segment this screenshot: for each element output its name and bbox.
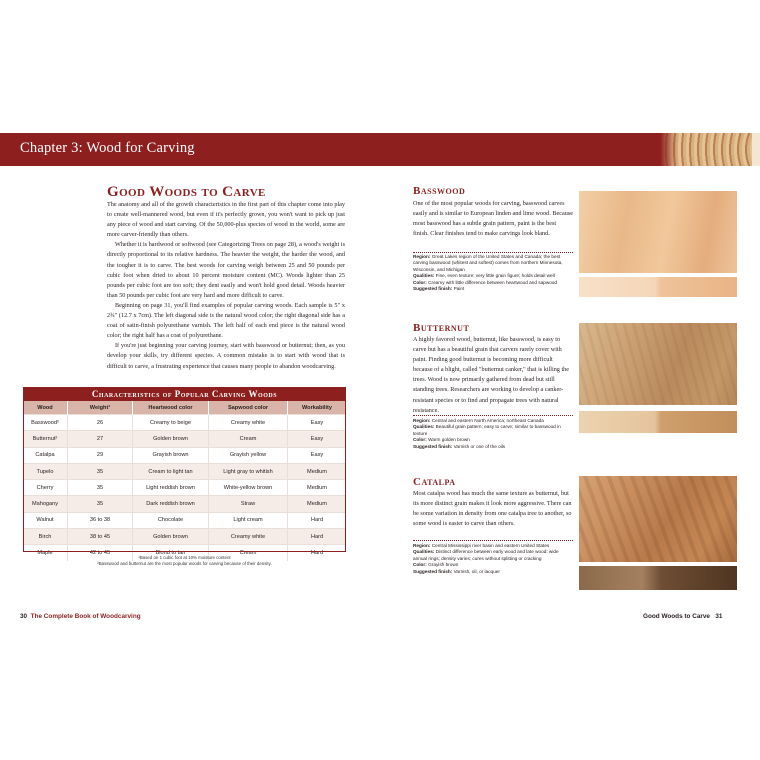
cell-wood: Butternut² — [23, 431, 68, 447]
catalpa-end-sample-image — [579, 566, 737, 590]
page-number-right: 31 — [715, 613, 723, 620]
species-info — [413, 254, 573, 292]
info-qualities: Beautiful grain pattern; easy to carve; similar to basswood in texture — [413, 424, 561, 436]
cell-wood: Basswood² — [23, 415, 68, 431]
cell-wood: Tupelo — [23, 463, 68, 479]
cell-workability: Hard — [288, 512, 347, 528]
cell-sapwood: White-yellow brown — [209, 480, 288, 496]
divider — [413, 540, 573, 541]
cell-weight: 27 — [68, 431, 133, 447]
cell-wood: Walnut — [23, 512, 68, 528]
chapter-title: Chapter 3: Wood for Carving — [20, 140, 195, 156]
butternut-sample-image — [579, 323, 737, 405]
info-label: Qualities: — [413, 273, 435, 279]
intro-paragraph: Beginning on page 31, you'll find examples of popular carving woods. Each sample is 5" x 2¾" (12.7 x 7cm). The left diagonal side is the natural wood color; the right diagonal side has a coat of satin-finish polyurethane varnish. The left half of each end piece is the natural wood color; the right half has a coat of polyurethane. — [107, 301, 345, 340]
cell-wood: Maple — [23, 545, 68, 561]
cell-sapwood: Creamy white — [209, 415, 288, 431]
divider — [413, 252, 573, 253]
species-title-catalpa: Catalpa — [413, 476, 456, 488]
cell-workability: Easy — [288, 447, 347, 463]
cell-heartwood: Blond to tan — [133, 545, 209, 561]
info-finish: Paint — [453, 286, 465, 292]
banner-wood-image — [660, 133, 760, 166]
banner-wood-edge — [752, 133, 760, 166]
info-color: Creamy with little difference between heartwood and sapwood — [428, 279, 558, 285]
cell-sapwood: Cream — [209, 545, 288, 561]
species-description: One of the most popular woods for carving, basswood carves easily and is similar to European linden and lime wood. Because most basswood has a subtle grain pattern, paint is the best finish. Clear finishes tend to make carvings look bland. — [413, 200, 573, 238]
catalpa-sample-image — [579, 476, 737, 562]
col-header-weight: Weight¹ — [68, 401, 133, 415]
cell-weight: 35 — [68, 463, 133, 479]
right-page-footer — [643, 613, 722, 620]
species-title-butternut: Butternut — [413, 322, 470, 334]
cell-weight: 26 — [68, 415, 133, 431]
cell-workability: Hard — [288, 545, 347, 561]
col-header-wood: Wood — [23, 401, 68, 415]
cell-heartwood: Chocolate — [133, 512, 209, 528]
species-info — [413, 418, 573, 450]
col-header-sapwood: Sapwood color — [209, 401, 288, 415]
cell-workability: Hard — [288, 529, 347, 545]
info-region: Great Lakes region of the United States and Canada; the best carving basswood (whitest and softest) comes from northern Minnesota, Wisconsin, and Michigan — [413, 254, 563, 272]
info-color: Warm golden brown — [428, 437, 470, 443]
table-border — [23, 387, 346, 552]
col-header-heartwood: Heartwood color — [133, 401, 209, 415]
cell-sapwood: Light gray to whitish — [209, 463, 288, 479]
cell-weight: 42 to 45 — [68, 545, 133, 561]
cell-sapwood: Creamy white — [209, 529, 288, 545]
basswood-end-sample-image — [579, 277, 737, 297]
table-title: Characteristics of Popular Carving Woods — [23, 387, 346, 401]
cell-heartwood: Golden brown — [133, 529, 209, 545]
cell-wood: Mahogany — [23, 496, 68, 512]
left-page-footer — [20, 613, 141, 620]
cell-workability: Medium — [288, 480, 347, 496]
butternut-end-sample-image — [579, 411, 737, 433]
section-running-head: Good Woods to Carve — [643, 613, 710, 620]
info-label: Suggested finish: — [413, 286, 453, 292]
info-qualities: Distinct difference between early wood and late wood; wide annual rings; density varies; cures without splitting or cracking — [413, 549, 559, 561]
cell-wood: Cherry — [23, 480, 68, 496]
cell-workability: Easy — [288, 415, 347, 431]
info-label: Suggested finish: — [413, 568, 453, 574]
species-title-basswood: Basswood — [413, 185, 466, 197]
cell-weight: 35 — [68, 480, 133, 496]
cell-heartwood: Dark reddish brown — [133, 496, 209, 512]
cell-wood: Birch — [23, 529, 68, 545]
info-label: Color: — [413, 279, 427, 285]
info-region: Central and eastern North America; northeast Canada — [431, 418, 544, 423]
divider — [413, 415, 573, 416]
col-header-workability: Workability — [288, 401, 347, 415]
info-label: Region: — [413, 418, 431, 423]
cell-heartwood: Golden brown — [133, 431, 209, 447]
cell-workability: Medium — [288, 496, 347, 512]
cell-heartwood: Creamy to beige — [133, 415, 209, 431]
page-number-left: 30 — [20, 613, 28, 620]
info-label: Region: — [413, 543, 431, 548]
intro-paragraph: Whether it is hardwood or softwood (see Categorizing Trees on page 28), a wood's weight is directly proportional to its relative hardness. The heavier the weight, the harder the wood, and the tougher it is to carve. The best woods for carving weigh between 25 and 50 pounds per cubic foot when dried to about 10 percent moisture content (MC). Woods lighter than 25 pounds per cubic foot are too soft; they dent easily and won't hold good detail. Woods heavier than 50 pounds per cubic foot are very hard and more difficult to carve. — [107, 241, 345, 299]
cell-weight: 36 to 38 — [68, 512, 133, 528]
species-description: A highly favored wood, butternut, like basswood, is easy to carve but has a beautiful grain that carvers rarely cover with paint. Finding good butternut is becoming more difficult because of a blight, called "butternut canker," that is killing the trees. Wood is now primarily gathered from dead but still standing trees. Researchers are working to develop a canker-resistant species or to find and propagate trees with natural resistance. — [413, 336, 570, 414]
cell-workability: Easy — [288, 431, 347, 447]
intro-body — [107, 200, 345, 372]
cell-heartwood: Cream to light tan — [133, 463, 209, 479]
info-color: Grayish brown — [428, 562, 459, 568]
info-label: Region: — [413, 254, 431, 259]
species-description: Most catalpa wood has much the same texture as butternut, but its more distinct grain makes it look more aggressive. There can be some variation in density from one catalpa tree to another, so some wood is easier to carve than others. — [413, 490, 572, 528]
species-info — [413, 543, 573, 575]
cell-heartwood: Grayish brown — [133, 447, 209, 463]
cell-heartwood: Light reddish brown — [133, 480, 209, 496]
info-label: Color: — [413, 437, 427, 443]
cell-wood: Catalpa — [23, 447, 68, 463]
intro-paragraph: The anatomy and all of the growth characteristics in the first part of this chapter come into play to create well-mannered wood, but even if it's perfectly grown, you won't want to pick up just any piece of wood and start carving. Of the 50,000-plus species of wood in the world, some are more carver-friendly than others. — [107, 201, 345, 239]
table-footnote: ²Basswood and butternut are the most popular woods for carving because of their density. — [97, 561, 272, 566]
section-heading: Good Woods to Carve — [107, 184, 266, 200]
info-label: Color: — [413, 562, 427, 568]
cell-sapwood: Cream — [209, 431, 288, 447]
info-label: Suggested finish: — [413, 443, 453, 449]
info-label: Qualities: — [413, 424, 435, 430]
cell-weight: 35 — [68, 496, 133, 512]
book-title: The Complete Book of Woodcarving — [30, 613, 141, 620]
table-footnote: ¹Based on 1 cubic foot at 10% moisture content — [138, 555, 231, 560]
info-label: Qualities: — [413, 549, 435, 555]
intro-paragraph: If you're just beginning your carving journey, start with basswood or butternut; then, as you develop your skills, try different species. A common mistake is to start with wood that is difficult to carve, a frustrating experience that causes many people to abandon woodcarving. — [107, 342, 345, 370]
cell-weight: 29 — [68, 447, 133, 463]
info-region: Central Mississippi river basin and eastern United States — [431, 543, 550, 548]
cell-weight: 38 to 45 — [68, 529, 133, 545]
cell-sapwood: Straw — [209, 496, 288, 512]
info-finish: Varnish, oil, or lacquer — [453, 568, 500, 574]
cell-sapwood: Grayish yellow — [209, 447, 288, 463]
info-qualities: Fine, even texture; very little grain figure; holds detail well — [435, 273, 555, 279]
basswood-sample-image — [579, 191, 737, 273]
info-finish: Varnish or one of the oils — [453, 443, 506, 449]
cell-workability: Medium — [288, 463, 347, 479]
cell-sapwood: Light cream — [209, 512, 288, 528]
